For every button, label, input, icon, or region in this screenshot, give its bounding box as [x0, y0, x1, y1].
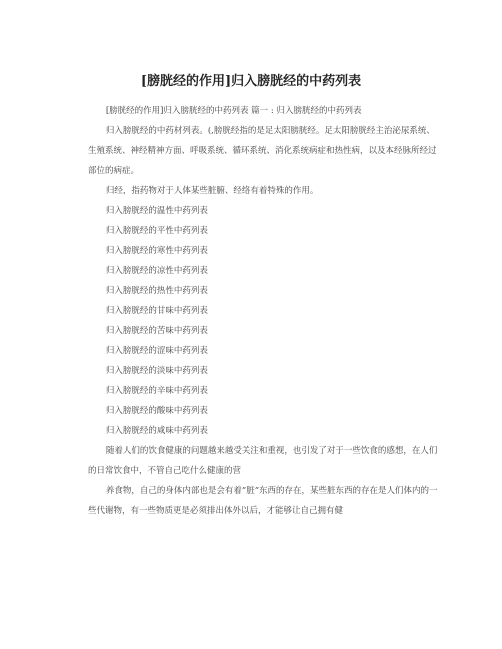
list-item-cool: 归入膀胱经的凉性中药列表 — [105, 266, 208, 276]
paragraph-meridian-description: 归入膀胱经的中药材列表。(,膀胱经指的是足太阳膀胱经。足太阳膀胱经主治泌尿系统、生殖系统、神经精神方面、呼吸系统、循环系统、消化系统病症和热性病，以及本经脉所经过部位的病症。 — [88, 126, 437, 176]
list-item-warm: 归入膀胱经的温性中药列表 — [105, 206, 208, 216]
list-item-hot: 归入膀胱经的热性中药列表 — [105, 286, 208, 296]
list-item-cold: 归入膀胱经的寒性中药列表 — [105, 246, 208, 256]
list-item-sour: 归入膀胱经的酸味中药列表 — [105, 406, 208, 416]
list-item-sweet: 归入膀胱经的甘味中药列表 — [105, 306, 208, 316]
list-item-salty: 归入膀胱经的咸味中药列表 — [105, 426, 208, 436]
list-item-pungent: 归入膀胱经的辛味中药列表 — [105, 386, 208, 396]
document-title: [膀胱经的作用]归入膀胱经的中药列表 — [140, 74, 362, 89]
list-item-neutral: 归入膀胱经的平性中药列表 — [105, 226, 208, 236]
list-item-astringent: 归入膀胱经的涩味中药列表 — [105, 346, 208, 356]
document-body — [88, 101, 438, 521]
paragraph-intro: [膀胱经的作用]归入膀胱经的中药列表 篇一 : 归入膀胱经的中药列表 — [105, 106, 362, 116]
list-item-bland: 归入膀胱经的淡味中药列表 — [105, 366, 208, 376]
paragraph-guijing-definition: 归经，指药物对于人体某些脏腑、经络有着特殊的作用。 — [105, 186, 319, 196]
paragraph-closing-1: 随着人们的饮食健康的问题越来越受关注和重视，也引发了对于一些饮食的感想，在人们的日常饮食中，不管自己吃什么健康的营 — [88, 446, 438, 476]
paragraph-closing-2: 养食物，自己的身体内部也是会有着”脏”东西的存在，某些脏东西的存在是人们体内的一些代谢物，有一些物质更是必须排出体外以后，才能够让自己拥有健 — [88, 486, 438, 516]
list-item-bitter: 归入膀胱经的苦味中药列表 — [105, 326, 208, 336]
